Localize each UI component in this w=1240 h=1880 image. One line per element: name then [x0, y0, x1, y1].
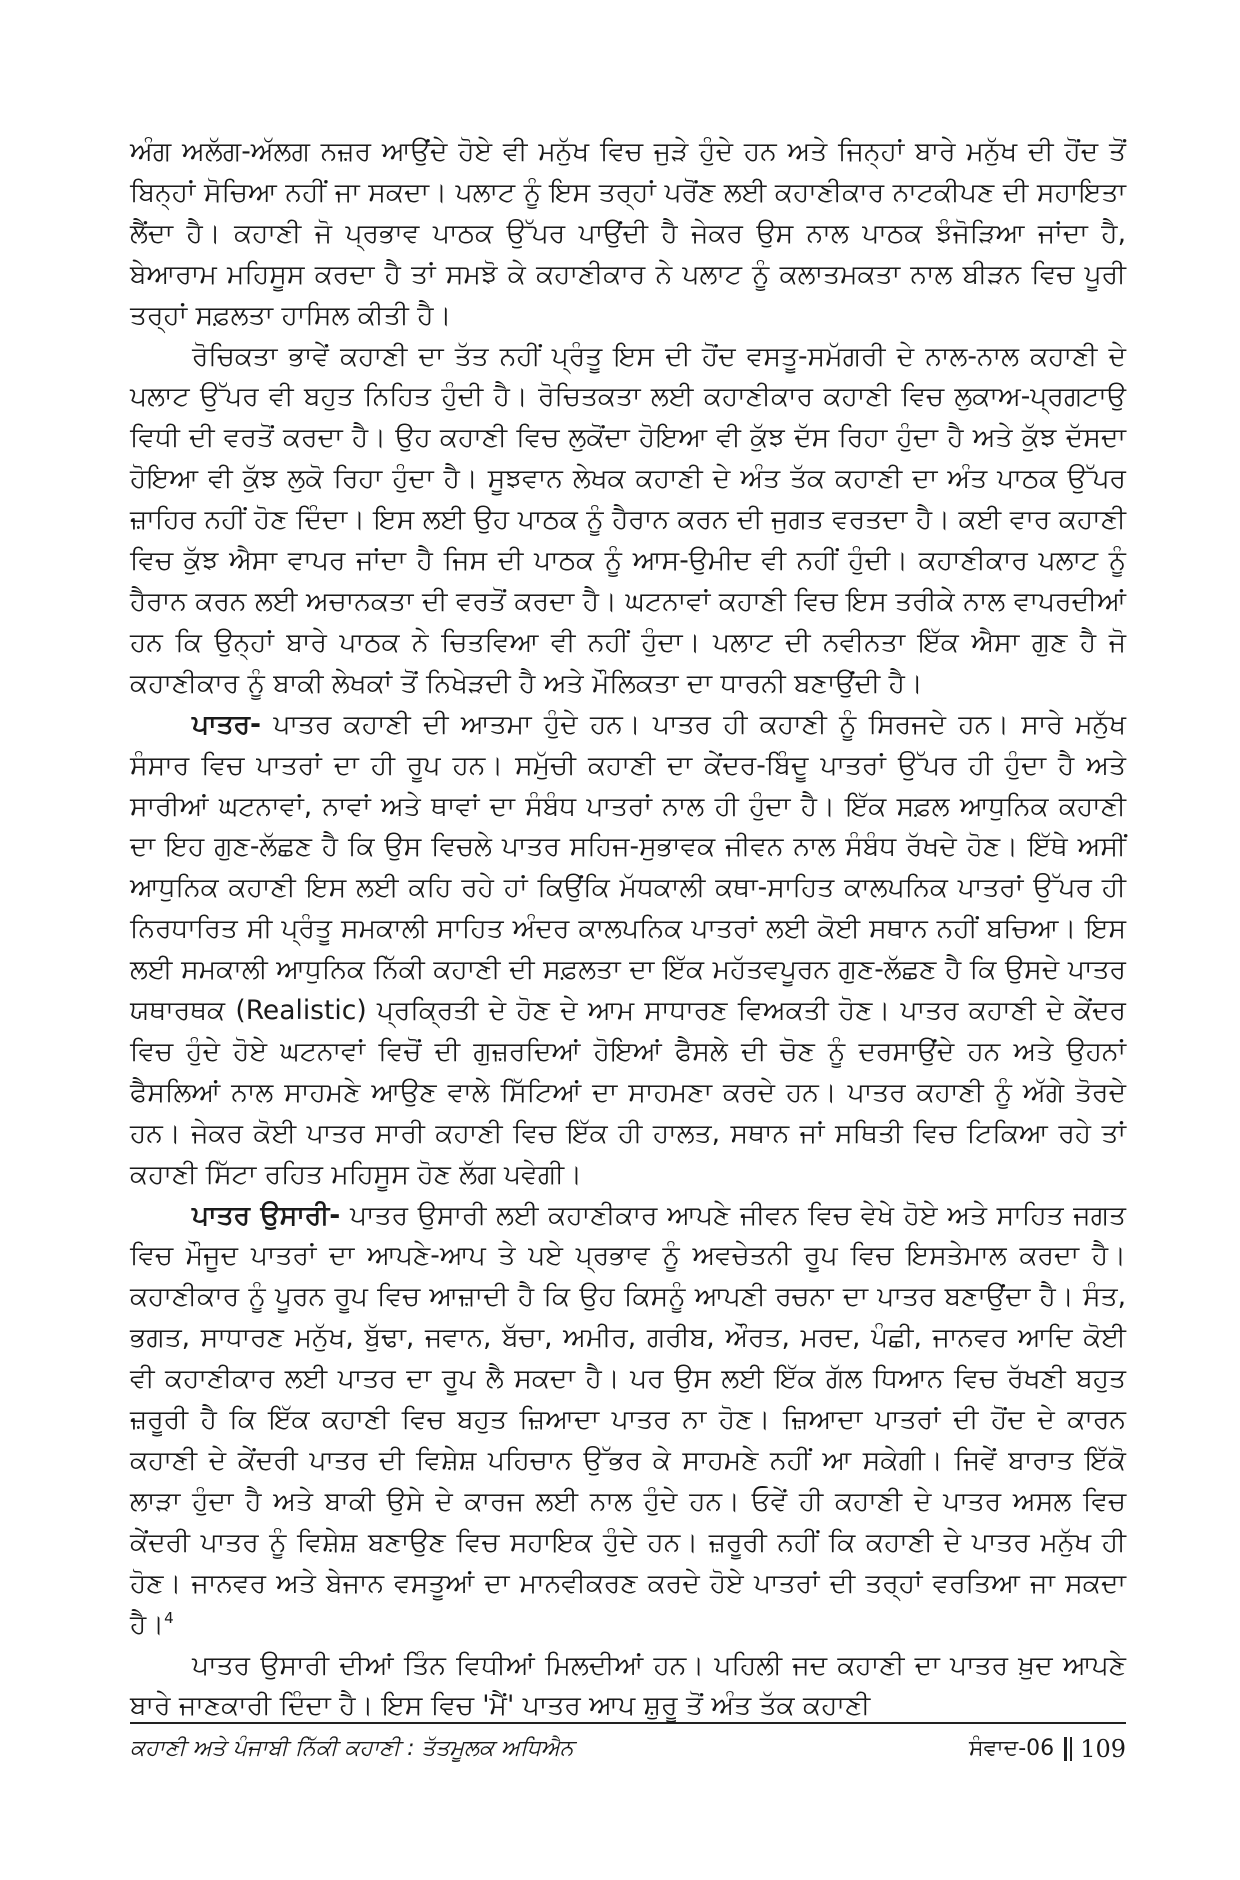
- page-footer: [130, 1730, 1126, 1770]
- paragraph-plot-conclusion: ਅੰਗ ਅਲੱਗ-ਅੱਲਗ ਨਜ਼ਰ ਆਉਂਦੇ ਹੋਏ ਵੀ ਮਨੁੱਖ ਵਿਚ ਜੁੜੇ ਹੁੰਦੇ ਹਨ ਅਤੇ ਜਿਨ੍ਹਾਂ ਬਾਰੇ ਮਨੁੱਖ ਦੀ ਹੋਂਦ ਤੋਂ ਬਿਨ੍ਹਾਂ ਸੋਚਿਆ ਨਹੀਂ ਜਾ ਸਕਦਾ। ਪਲਾਟ ਨੂੰ ਇਸ ਤਰ੍ਹਾਂ ਪਰੋਂਣ ਲਈ ਕਹਾਣੀਕਾਰ ਨਾਟਕੀਪਣ ਦੀ ਸਹਾਇਤਾ ਲੈਂਦਾ ਹੈ। ਕਹਾਣੀ ਜੋ ਪ੍ਰਭਾਵ ਪਾਠਕ ਉੱਪਰ ਪਾਉਂਦੀ ਹੈ ਜੇਕਰ ਉਸ ਨਾਲ ਪਾਠਕ ਝੰਜੋੜਿਆ ਜਾਂਦਾ ਹੈ, ਬੇਆਰਾਮ ਮਹਿਸੂਸ ਕਰਦਾ ਹੈ ਤਾਂ ਸਮਝੋ ਕੇ ਕਹਾਣੀਕਾਰ ਨੇ ਪਲਾਟ ਨੂੰ ਕਲਾਤਮਕਤਾ ਨਾਲ ਬੀੜਨ ਵਿਚ ਪੂਰੀ ਤਰ੍ਹਾਂ ਸਫ਼ਲਤਾ ਹਾਸਿਲ ਕੀਤੀ ਹੈ।: [130, 136, 1127, 331]
- paragraph-character-building: ਪਾਤਰ ਉਸਾਰੀ- ਪਾਤਰ ਉਸਾਰੀ ਲਈ ਕਹਾਣੀਕਾਰ ਆਪਣੇ ਜੀਵਨ ਵਿਚ ਵੇਖੇ ਹੋਏ ਅਤੇ ਸਾਹਿਤ ਜਗਤ ਵਿਚ ਮੌਜੂਦ ਪਾਤਰਾਂ ਦਾ ਆਪਣੇ-ਆਪ ਤੇ ਪਏ ਪ੍ਰਭਾਵ ਨੂੰ ਅਵਚੇਤਨੀ ਰੂਪ ਵਿਚ ਇਸਤੇਮਾਲ ਕਰਦਾ ਹੈ। ਕਹਾਣੀਕਾਰ ਨੂੰ ਪੂਰਨ ਰੂਪ ਵਿਚ ਆਜ਼ਾਦੀ ਹੈ ਕਿ ਉਹ ਕਿਸਨੂੰ ਆਪਣੀ ਰਚਨਾ ਦਾ ਪਾਤਰ ਬਣਾਉਂਦਾ ਹੈ। ਸੰਤ, ਭਗਤ, ਸਾਧਾਰਣ ਮਨੁੱਖ, ਬੁੱਢਾ, ਜਵਾਨ, ਬੱਚਾ, ਅਮੀਰ, ਗਰੀਬ, ਔਰਤ, ਮਰਦ, ਪੰਛੀ, ਜਾਨਵਰ ਆਦਿ ਕੋਈ ਵੀ ਕਹਾਣੀਕਾਰ ਲਈ ਪਾਤਰ ਦਾ ਰੂਪ ਲੈ ਸਕਦਾ ਹੈ। ਪਰ ਉਸ ਲਈ ਇੱਕ ਗੱਲ ਧਿਆਨ ਵਿਚ ਰੱਖਣੀ ਬਹੁਤ ਜ਼ਰੂਰੀ ਹੈ ਕਿ ਇੱਕ ਕਹਾਣੀ ਵਿਚ ਬਹੁਤ ਜ਼ਿਆਦਾ ਪਾਤਰ ਨਾ ਹੋਣ। ਜ਼ਿਆਦਾ ਪਾਤਰਾਂ ਦੀ ਹੋਂਦ ਦੇ ਕਾਰਨ ਕਹਾਣੀ ਦੇ ਕੇਂਦਰੀ ਪਾਤਰ ਦੀ ਵਿਸ਼ੇਸ਼ ਪਹਿਚਾਨ ਉੱਭਰ ਕੇ ਸਾਹਮਣੇ ਨਹੀਂ ਆ ਸਕੇਗੀ। ਜਿਵੇਂ ਬਾਰਾਤ ਇੱਕੋ ਲਾੜਾ ਹੁੰਦਾ ਹੈ ਅਤੇ ਬਾਕੀ ਉਸੇ ਦੇ ਕਾਰਜ ਲਈ ਨਾਲ ਹੁੰਦੇ ਹਨ। ਓਵੇਂ ਹੀ ਕਹਾਣੀ ਦੇ ਪਾਤਰ ਅਸਲ ਵਿਚ ਕੇਂਦਰੀ ਪਾਤਰ ਨੂੰ ਵਿਸ਼ੇਸ਼ ਬਣਾਉਣ ਵਿਚ ਸਹਾਇਕ ਹੁੰਦੇ ਹਨ। ਜ਼ਰੂਰੀ ਨਹੀਂ ਕਿ ਕਹਾਣੀ ਦੇ ਪਾਤਰ ਮਨੁੱਖ ਹੀ ਹੋਣ। ਜਾਨਵਰ ਅਤੇ ਬੇਜਾਨ ਵਸਤੂਆਂ ਦਾ ਮਾਨਵੀਕਰਣ ਕਰਦੇ ਹੋਏ ਪਾਤਰਾਂ ਦੀ ਤਰ੍ਹਾਂ ਵਰਤਿਆ ਜਾ ਸਕਦਾ ਹੈ।$^4$: [130, 1199, 1126, 1640]
- separator-bars-icon: [1064, 1737, 1072, 1761]
- page-number: 109: [1080, 1735, 1126, 1763]
- footer-rule: [130, 1722, 1126, 1724]
- journal-name: ਸੰਵਾਦ-06: [968, 1736, 1055, 1761]
- paragraph-methods: ਪਾਤਰ ਉਸਾਰੀ ਦੀਆਂ ਤਿੰਨ ਵਿਧੀਆਂ ਮਿਲਦੀਆਂ ਹਨ। ਪਹਿਲੀ ਜਦ ਕਹਾਣੀ ਦਾ ਪਾਤਰ ਖ਼ੁਦ ਆਪਣੇ ਬਾਰੇ ਜਾਣਕਾਰੀ ਦਿੰਦਾ ਹੈ। ਇਸ ਵਿਚ 'ਮੈਂ' ਪਾਤਰ ਆਪ ਸ਼ੁਰੂ ਤੋਂ ਅੰਤ ਤੱਕ ਕਹਾਣੀ: [130, 1649, 1126, 1722]
- footnote-marker: 4: [164, 1608, 174, 1627]
- section-heading-character-building: ਪਾਤਰ ਉਸਾਰੀ-: [192, 1199, 341, 1231]
- footer-page-info: [969, 1730, 1126, 1768]
- body-text: [130, 132, 1126, 1727]
- paragraph-interest: ਰੋਚਿਕਤਾ ਭਾਵੇਂ ਕਹਾਣੀ ਦਾ ਤੱਤ ਨਹੀਂ ਪ੍ਰੰਤੂ ਇਸ ਦੀ ਹੋਂਦ ਵਸਤੂ-ਸਮੱਗਰੀ ਦੇ ਨਾਲ-ਨਾਲ ਕਹਾਣੀ ਦੇ ਪਲਾਟ ਉੱਪਰ ਵੀ ਬਹੁਤ ਨਿਹਿਤ ਹੁੰਦੀ ਹੈ। ਰੋਚਿਤਕਤਾ ਲਈ ਕਹਾਣੀਕਾਰ ਕਹਾਣੀ ਵਿਚ ਲੁਕਾਅ-ਪ੍ਰਗਟਾਉ ਵਿਧੀ ਦੀ ਵਰਤੋਂ ਕਰਦਾ ਹੈ। ਉਹ ਕਹਾਣੀ ਵਿਚ ਲੁਕੋਂਦਾ ਹੋਇਆ ਵੀ ਕੁੱਝ ਦੱਸ ਰਿਹਾ ਹੁੰਦਾ ਹੈ ਅਤੇ ਕੁੱਝ ਦੱਸਦਾ ਹੋਇਆ ਵੀ ਕੁੱਝ ਲੁਕੋ ਰਿਹਾ ਹੁੰਦਾ ਹੈ। ਸੂਝਵਾਨ ਲੇਖਕ ਕਹਾਣੀ ਦੇ ਅੰਤ ਤੱਕ ਕਹਾਣੀ ਦਾ ਅੰਤ ਪਾਠਕ ਉੱਪਰ ਜ਼ਾਹਿਰ ਨਹੀਂ ਹੋਣ ਦਿੰਦਾ। ਇਸ ਲਈ ਉਹ ਪਾਠਕ ਨੂੰ ਹੈਰਾਨ ਕਰਨ ਦੀ ਜੁਗਤ ਵਰਤਦਾ ਹੈ। ਕਈ ਵਾਰ ਕਹਾਣੀ ਵਿਚ ਕੁੱਝ ਐਸਾ ਵਾਪਰ ਜਾਂਦਾ ਹੈ ਜਿਸ ਦੀ ਪਾਠਕ ਨੂੰ ਆਸ-ਉਮੀਦ ਵੀ ਨਹੀਂ ਹੁੰਦੀ। ਕਹਾਣੀਕਾਰ ਪਲਾਟ ਨੂੰ ਹੈਰਾਨ ਕਰਨ ਲਈ ਅਚਾਨਕਤਾ ਦੀ ਵਰਤੋਂ ਕਰਦਾ ਹੈ। ਘਟਨਾਵਾਂ ਕਹਾਣੀ ਵਿਚ ਇਸ ਤਰੀਕੇ ਨਾਲ ਵਾਪਰਦੀਆਂ ਹਨ ਕਿ ਉਨ੍ਹਾਂ ਬਾਰੇ ਪਾਠਕ ਨੇ ਚਿਤਵਿਆ ਵੀ ਨਹੀਂ ਹੁੰਦਾ। ਪਲਾਟ ਦੀ ਨਵੀਨਤਾ ਇੱਕ ਐਸਾ ਗੁਣ ਹੈ ਜੋ ਕਹਾਣੀਕਾਰ ਨੂੰ ਬਾਕੀ ਲੇਖਕਾਂ ਤੋਂ ਨਿਖੇੜਦੀ ਹੈ ਅਤੇ ਮੌਲਿਕਤਾ ਦਾ ਧਾਰਨੀ ਬਣਾਉਂਦੀ ਹੈ।: [130, 340, 1126, 699]
- running-title: ਕਹਾਣੀ ਅਤੇ ਪੰਜਾਬੀ ਨਿੱਕੀ ਕਹਾਣੀ : ਤੱਤਮੂਲਕ ਅਧਿਐਨ: [130, 1736, 574, 1761]
- section-heading-characters: ਪਾਤਰ-: [192, 708, 262, 740]
- paragraph-characters: ਪਾਤਰ- ਪਾਤਰ ਕਹਾਣੀ ਦੀ ਆਤਮਾ ਹੁੰਦੇ ਹਨ। ਪਾਤਰ ਹੀ ਕਹਾਣੀ ਨੂੰ ਸਿਰਜਦੇ ਹਨ। ਸਾਰੇ ਮਨੁੱਖ ਸੰਸਾਰ ਵਿਚ ਪਾਤਰਾਂ ਦਾ ਹੀ ਰੂਪ ਹਨ। ਸਮੁੱਚੀ ਕਹਾਣੀ ਦਾ ਕੇਂਦਰ-ਬਿੰਦੂ ਪਾਤਰਾਂ ਉੱਪਰ ਹੀ ਹੁੰਦਾ ਹੈ ਅਤੇ ਸਾਰੀਆਂ ਘਟਨਾਵਾਂ, ਨਾਵਾਂ ਅਤੇ ਥਾਵਾਂ ਦਾ ਸੰਬੰਧ ਪਾਤਰਾਂ ਨਾਲ ਹੀ ਹੁੰਦਾ ਹੈ। ਇੱਕ ਸਫ਼ਲ ਆਧੁਨਿਕ ਕਹਾਣੀ ਦਾ ਇਹ ਗੁਣ-ਲੱਛਣ ਹੈ ਕਿ ਉਸ ਵਿਚਲੇ ਪਾਤਰ ਸਹਿਜ-ਸੁਭਾਵਕ ਜੀਵਨ ਨਾਲ ਸੰਬੰਧ ਰੱਖਦੇ ਹੋਣ। ਇੱਥੇ ਅਸੀਂ ਆਧੁਨਿਕ ਕਹਾਣੀ ਇਸ ਲਈ ਕਹਿ ਰਹੇ ਹਾਂ ਕਿਉਂਕਿ ਮੱਧਕਾਲੀ ਕਥਾ-ਸਾਹਿਤ ਕਾਲਪਨਿਕ ਪਾਤਰਾਂ ਉੱਪਰ ਹੀ ਨਿਰਧਾਰਿਤ ਸੀ ਪ੍ਰੰਤੂ ਸਮਕਾਲੀ ਸਾਹਿਤ ਅੰਦਰ ਕਾਲਪਨਿਕ ਪਾਤਰਾਂ ਲਈ ਕੋਈ ਸਥਾਨ ਨਹੀਂ ਬਚਿਆ। ਇਸ ਲਈ ਸਮਕਾਲੀ ਆਧੁਨਿਕ ਨਿੱਕੀ ਕਹਾਣੀ ਦੀ ਸਫ਼ਲਤਾ ਦਾ ਇੱਕ ਮਹੱਤਵਪੂਰਨ ਗੁਣ-ਲੱਛਣ ਹੈ ਕਿ ਉਸਦੇ ਪਾਤਰ ਯਥਾਰਥਕ (Realistic) ਪ੍ਰਕ੍ਰਿਤੀ ਦੇ ਹੋਣ ਦੇ ਆਮ ਸਾਧਾਰਣ ਵਿਅਕਤੀ ਹੋਣ। ਪਾਤਰ ਕਹਾਣੀ ਦੇ ਕੇਂਦਰ ਵਿਚ ਹੁੰਦੇ ਹੋਏ ਘਟਨਾਵਾਂ ਵਿਚੋਂ ਦੀ ਗੁਜ਼ਰਦਿਆਂ ਹੋਇਆਂ ਫੈਸਲੇ ਦੀ ਚੋਣ ਨੂੰ ਦਰਸਾਉਂਦੇ ਹਨ ਅਤੇ ਉਹਨਾਂ ਫੈਸਲਿਆਂ ਨਾਲ ਸਾਹਮਣੇ ਆਉਣ ਵਾਲੇ ਸਿੱਟਿਆਂ ਦਾ ਸਾਹਮਣਾ ਕਰਦੇ ਹਨ। ਪਾਤਰ ਕਹਾਣੀ ਨੂੰ ਅੱਗੇ ਤੋਰਦੇ ਹਨ। ਜੇਕਰ ਕੋਈ ਪਾਤਰ ਸਾਰੀ ਕਹਾਣੀ ਵਿਚ ਇੱਕ ਹੀ ਹਾਲਤ, ਸਥਾਨ ਜਾਂ ਸਥਿਤੀ ਵਿਚ ਟਿਕਿਆ ਰਹੇ ਤਾਂ ਕਹਾਣੀ ਸਿੱਟਾ ਰਹਿਤ ਮਹਿਸੂਸ ਹੋਣ ਲੱਗ ਪਵੇਗੀ।: [130, 708, 1126, 1190]
